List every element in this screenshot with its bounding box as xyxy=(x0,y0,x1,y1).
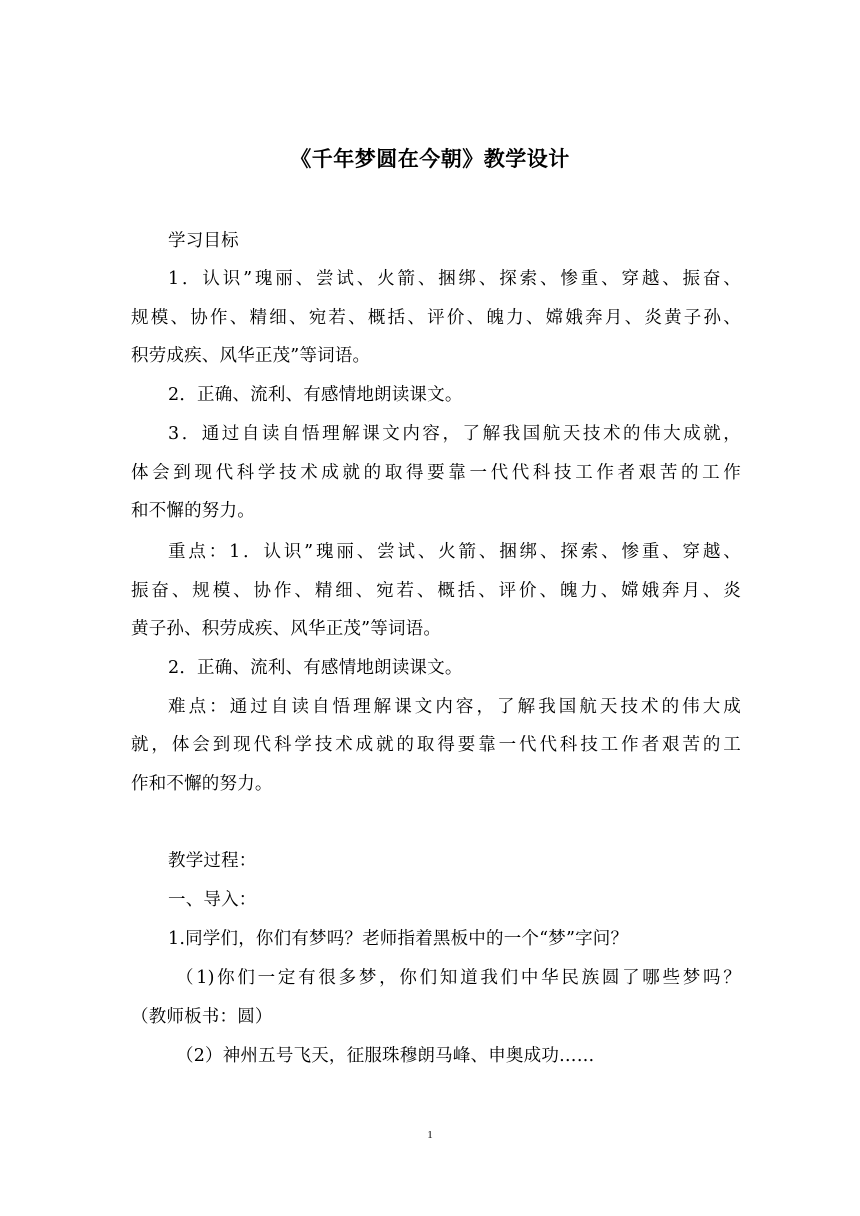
paragraph-line: 3．通过自读自悟理解课文内容，了解我国航天技术的伟大成就， xyxy=(168,424,741,444)
section-heading-objectives: 学习目标 xyxy=(168,231,239,251)
paragraph-line: 就，体会到现代科学技术成就的取得要靠一代代科技工作者艰苦的工 xyxy=(131,735,741,755)
paragraph-line: （教师板书：圆） xyxy=(131,1007,273,1027)
paragraph-line: 规模、协作、精细、宛若、概括、评价、魄力、嫦娥奔月、炎黄子孙、 xyxy=(131,308,741,328)
paragraph-line: 体会到现代科学技术成就的取得要靠一代代科技工作者艰苦的工作 xyxy=(131,463,741,483)
paragraph-line: 2．正确、流利、有感情地朗读课文。 xyxy=(168,385,463,405)
paragraph-line: 难点：通过自读自悟理解课文内容，了解我国航天技术的伟大成 xyxy=(168,697,741,717)
paragraph-line: 2．正确、流利、有感情地朗读课文。 xyxy=(168,658,463,678)
paragraph-line: 积劳成疾、风华正茂”等词语。 xyxy=(131,346,371,366)
paragraph-line: 1.同学们，你们有梦吗？老师指着黑板中的一个“梦”字问？ xyxy=(168,929,629,949)
page-number: 1 xyxy=(427,1129,433,1141)
paragraph-line: 作和不懈的努力。 xyxy=(131,774,273,794)
paragraph-line: 重点：1．认识”瑰丽、尝试、火箭、捆绑、探索、惨重、穿越、 xyxy=(168,542,741,562)
paragraph-line: （1)你们一定有很多梦，你们知道我们中华民族圆了哪些梦吗？ xyxy=(176,968,741,988)
paragraph-line: 和不懈的努力。 xyxy=(131,501,255,521)
paragraph-line: （2）神州五号飞天，征服珠穆朗马峰、申奥成功…… xyxy=(176,1046,595,1066)
paragraph-line: 一、导入： xyxy=(168,890,257,910)
paragraph-line: 1．认识”瑰丽、尝试、火箭、捆绑、探索、惨重、穿越、振奋、 xyxy=(168,269,741,289)
paragraph-line: 振奋、规模、协作、精细、宛若、概括、评价、魄力、嫦娥奔月、炎 xyxy=(131,581,741,601)
document-title: 《千年梦圆在今朝》教学设计 xyxy=(290,146,570,171)
paragraph-line: 黄子孙、积劳成疾、风华正茂”等词语。 xyxy=(131,619,442,639)
section-heading-process: 教学过程： xyxy=(168,851,257,871)
